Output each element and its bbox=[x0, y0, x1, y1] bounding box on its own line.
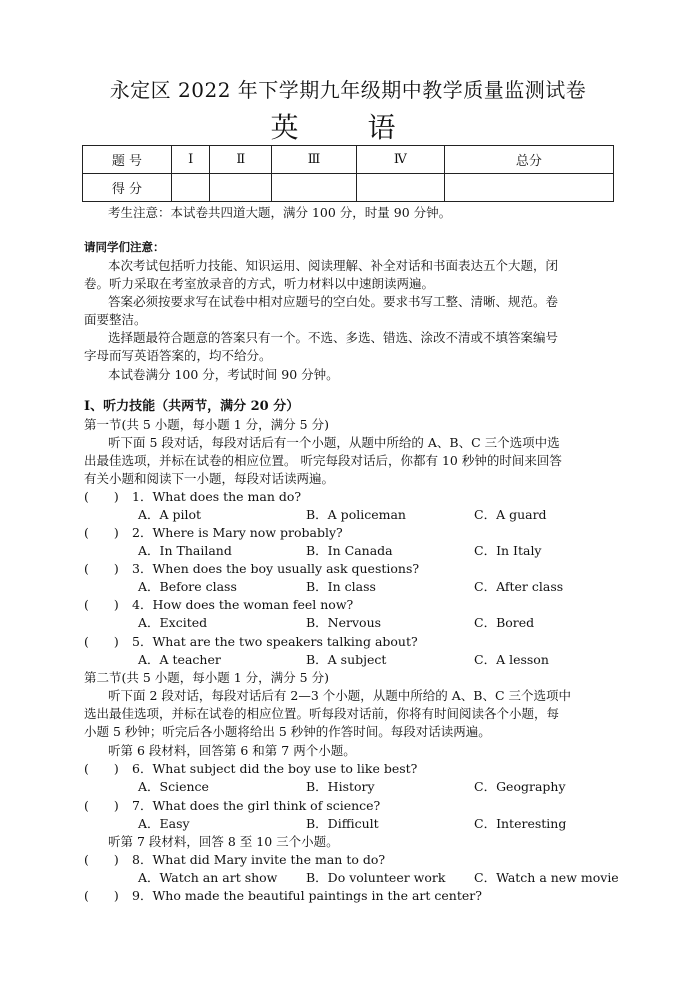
answer-blank[interactable]: ( ) bbox=[84, 561, 119, 576]
table-cell: Ⅲ bbox=[272, 146, 357, 174]
option-b: B．Nervous bbox=[306, 615, 382, 630]
question-text: 2．Where is Mary now probably? bbox=[132, 525, 343, 540]
question-text: 6．What subject did the boy use to like best? bbox=[132, 761, 418, 776]
answer-blank[interactable]: ( ) bbox=[84, 634, 119, 649]
option-c: C．A lesson bbox=[474, 652, 549, 667]
material-note: 听第 6 段材料，回答第 6 和第 7 两个小题。 bbox=[108, 743, 356, 758]
notice-text: 面要整洁。 bbox=[84, 312, 147, 327]
table-cell: Ⅰ bbox=[172, 146, 210, 174]
question bbox=[84, 760, 417, 778]
option-c: C．Geography bbox=[474, 779, 566, 794]
question-text: 3．When does the boy usually ask questions? bbox=[132, 561, 420, 576]
score-input-cell[interactable] bbox=[172, 174, 210, 202]
table-cell: 题 号 bbox=[83, 146, 172, 174]
part-title: 第二节(共 5 小题，每小题 1 分，满分 5 分) bbox=[84, 670, 329, 685]
answer-blank[interactable]: ( ) bbox=[84, 597, 119, 612]
score-input-cell[interactable] bbox=[357, 174, 445, 202]
table-cell: 得 分 bbox=[83, 174, 172, 202]
material-note: 听第 7 段材料，回答 8 至 10 三个小题。 bbox=[108, 834, 339, 849]
option-a: A．Excited bbox=[138, 615, 208, 630]
instruction-text: 选出最佳选项，并标在试卷的相应位置。听每段对话前，你将有时间阅读各个小题，每 bbox=[84, 706, 560, 721]
option-a: A．A pilot bbox=[138, 507, 202, 522]
option-c: C．In Italy bbox=[474, 543, 542, 558]
option-c: C．Bored bbox=[474, 615, 535, 630]
option-c: C．Interesting bbox=[474, 816, 567, 831]
question bbox=[84, 560, 419, 578]
exam-note: 考生注意：本试卷共四道大题，满分 100 分，时量 90 分钟。 bbox=[108, 205, 452, 220]
option-a: A．Science bbox=[138, 779, 209, 794]
question bbox=[84, 797, 380, 815]
option-a: A．In Thailand bbox=[138, 543, 232, 558]
notice-text: 本试卷满分 100 分，考试时间 90 分钟。 bbox=[108, 367, 339, 382]
answer-blank[interactable]: ( ) bbox=[84, 798, 119, 813]
instruction-text: 小题 5 秒钟；听完后各小题将给出 5 秒钟的作答时间。每段对话读两遍。 bbox=[84, 724, 491, 739]
option-b: B．Difficult bbox=[306, 816, 379, 831]
notice-text: 本次考试包括听力技能、知识运用、阅读理解、补全对话和书面表达五个大题，闭 bbox=[108, 258, 559, 273]
question bbox=[84, 887, 482, 905]
question-text: 9．Who made the beautiful paintings in the art center? bbox=[132, 888, 482, 903]
score-input-cell[interactable] bbox=[272, 174, 357, 202]
option-b: B．A policeman bbox=[306, 507, 406, 522]
option-c: C．Watch a new movie bbox=[474, 870, 619, 885]
answer-blank[interactable]: ( ) bbox=[84, 761, 119, 776]
exam-title: 永定区 2022 年下学期九年级期中教学质量监测试卷 bbox=[109, 78, 587, 102]
notice-text: 字母而写英语答案的，均不给分。 bbox=[84, 348, 272, 363]
question-text: 8．What did Mary invite the man to do? bbox=[132, 852, 386, 867]
option-a: A．Watch an art show bbox=[138, 870, 278, 885]
option-b: B．In Canada bbox=[306, 543, 393, 558]
question-text: 7．What does the girl think of science? bbox=[132, 798, 381, 813]
option-a: A．Easy bbox=[138, 816, 190, 831]
notice-text: 卷。听力采取在考室放录音的方式，听力材料以中速朗读两遍。 bbox=[84, 276, 435, 291]
part-title: 第一节(共 5 小题，每小题 1 分，满分 5 分) bbox=[84, 417, 329, 432]
question-text: 1．What does the man do? bbox=[132, 489, 302, 504]
score-input-cell[interactable] bbox=[210, 174, 272, 202]
answer-blank[interactable]: ( ) bbox=[84, 852, 119, 867]
option-b: B．A subject bbox=[306, 652, 387, 667]
option-c: C．After class bbox=[474, 579, 564, 594]
section-title: Ⅰ、听力技能（共两节，满分 20 分） bbox=[84, 399, 300, 414]
notice-heading: 请同学们注意： bbox=[84, 240, 165, 254]
table-cell: 总分 bbox=[444, 146, 613, 174]
option-b: B．In class bbox=[306, 579, 376, 594]
table-row bbox=[83, 146, 614, 174]
notice-text: 答案必须按要求写在试卷中相对应题号的空白处。要求书写工整、清晰、规范。卷 bbox=[108, 294, 559, 309]
answer-blank[interactable]: ( ) bbox=[84, 888, 119, 903]
instruction-text: 出最佳选项，并标在试卷的相应位置。 听完每段对话后，你都有 10 秒钟的时间来回答 bbox=[84, 453, 562, 468]
option-c: C．A guard bbox=[474, 507, 547, 522]
question bbox=[84, 488, 301, 506]
table-row bbox=[83, 174, 614, 202]
score-input-cell[interactable] bbox=[444, 174, 613, 202]
table-cell: Ⅳ bbox=[357, 146, 445, 174]
instruction-text: 听下面 2 段对话，每段对话后有 2—3 个小题，从题中所给的 A、B、C 三个选项中 bbox=[108, 688, 571, 703]
option-b: B．History bbox=[306, 779, 375, 794]
question bbox=[84, 596, 353, 614]
question-text: 5．What are the two speakers talking about? bbox=[132, 634, 418, 649]
subject-title: 英 语 bbox=[270, 111, 426, 144]
option-a: A．Before class bbox=[138, 579, 237, 594]
question-text: 4．How does the woman feel now? bbox=[132, 597, 354, 612]
question bbox=[84, 524, 343, 542]
instruction-text: 听下面 5 段对话，每段对话后有一个小题，从题中所给的 A、B、C 三个选项中选 bbox=[108, 435, 560, 450]
question bbox=[84, 851, 385, 869]
answer-blank[interactable]: ( ) bbox=[84, 489, 119, 504]
option-a: A．A teacher bbox=[138, 652, 221, 667]
option-b: B．Do volunteer work bbox=[306, 870, 446, 885]
table-cell: Ⅱ bbox=[210, 146, 272, 174]
score-table bbox=[82, 145, 614, 202]
notice-text: 选择题最符合题意的答案只有一个。不选、多选、错选、涂改不清或不填答案编号 bbox=[108, 330, 559, 345]
question bbox=[84, 633, 418, 651]
answer-blank[interactable]: ( ) bbox=[84, 525, 119, 540]
instruction-text: 有关小题和阅读下一小题，每段对话读两遍。 bbox=[84, 471, 335, 486]
